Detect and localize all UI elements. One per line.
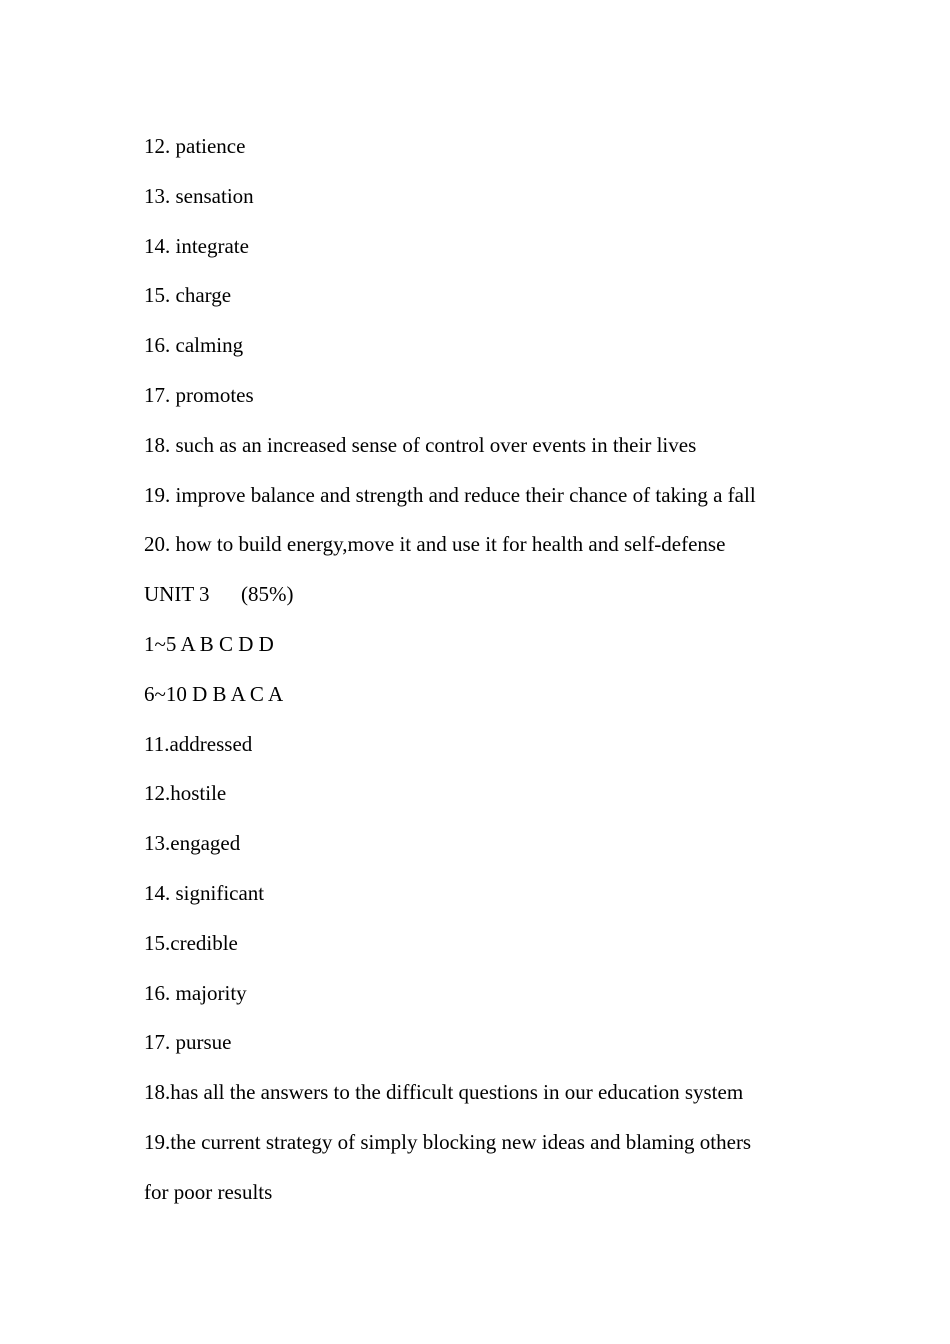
answer-line: 19. improve balance and strength and reduce their chance of taking a fall [144, 482, 756, 507]
answer-list [144, 122, 844, 1218]
answer-line: 17. pursue [144, 1030, 232, 1055]
answer-line: 17. promotes [144, 382, 254, 407]
answer-line: 19.the current strategy of simply blocking new ideas and blaming others [144, 1129, 752, 1154]
answer-line: 18.has all the answers to the difficult questions in our education system [144, 1080, 744, 1105]
answer-line: 16. majority [144, 980, 247, 1005]
answer-line: 14. significant [144, 880, 265, 905]
answer-line: 11.addressed [144, 731, 253, 756]
answer-line: 6~10 D B A C A [144, 681, 284, 706]
answer-line: 20. how to build energy,move it and use it for health and self-defense [144, 532, 726, 557]
answer-line: 16. calming [144, 333, 244, 358]
answer-line: 13.engaged [144, 831, 241, 856]
answer-line: 15.credible [144, 930, 238, 955]
answer-line: 15. charge [144, 283, 232, 308]
answer-line: 18. such as an increased sense of control over events in their lives [144, 432, 697, 457]
answer-line: 12.hostile [144, 781, 227, 806]
answer-line: 13. sensation [144, 183, 254, 208]
answer-line: 12. patience [144, 134, 246, 158]
unit-heading: UNIT 3 (85%) [144, 582, 294, 607]
answer-line-continuation: for poor results [144, 1179, 273, 1204]
answer-line: 14. integrate [144, 233, 249, 258]
answer-line: 1~5 A B C D D [144, 631, 274, 656]
